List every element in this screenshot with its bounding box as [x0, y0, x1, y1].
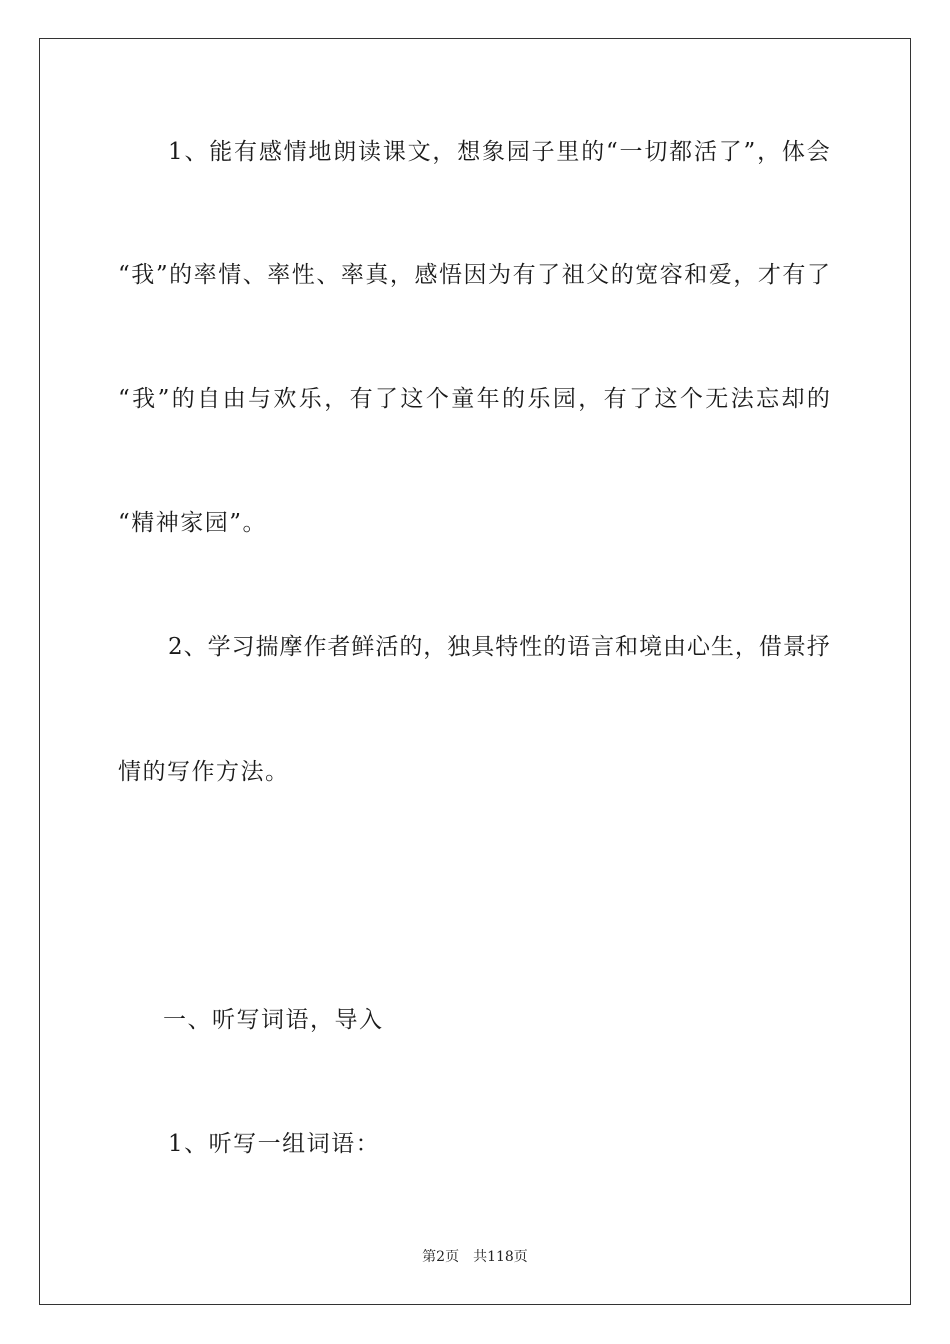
section-heading: 一、听写词语，导入 — [163, 1007, 384, 1033]
paragraph-1-line-2: “ 我 ” 的 率 情 、 率 性 、 率 真 ， 感 悟 因 为 有 了 祖 父 的 宽 容 和 爱 ， 才 有 了 — [118, 262, 830, 288]
paragraph-2-line-1: 2 、 学 习 揣 摩 作 者 鲜 活 的 ， 独 具 特 性 的 语 言 和 境 由 心 生 ， 借 景 抒 — [168, 634, 830, 660]
page-footer: 第2页 共118页 — [422, 1249, 528, 1265]
paragraph-1-line-1: 1 、 能 有 感 情 地 朗 读 课 文 ， 想 象 园 子 里 的 “ 一 切 都 活 了 ” ， 体 会 — [168, 139, 830, 165]
paragraph-1-line-4: “精神家园”。 — [118, 510, 268, 536]
paragraph-2-line-2: 情的写作方法。 — [118, 759, 290, 785]
paragraph-1-line-3: “ 我 ” 的 自 由 与 欢 乐 ， 有 了 这 个 童 年 的 乐 园 ， 有 了 这 个 无 法 忘 却 的 — [118, 386, 830, 412]
list-item: 1、听写一组词语： — [168, 1131, 381, 1157]
page-border — [39, 38, 911, 1305]
